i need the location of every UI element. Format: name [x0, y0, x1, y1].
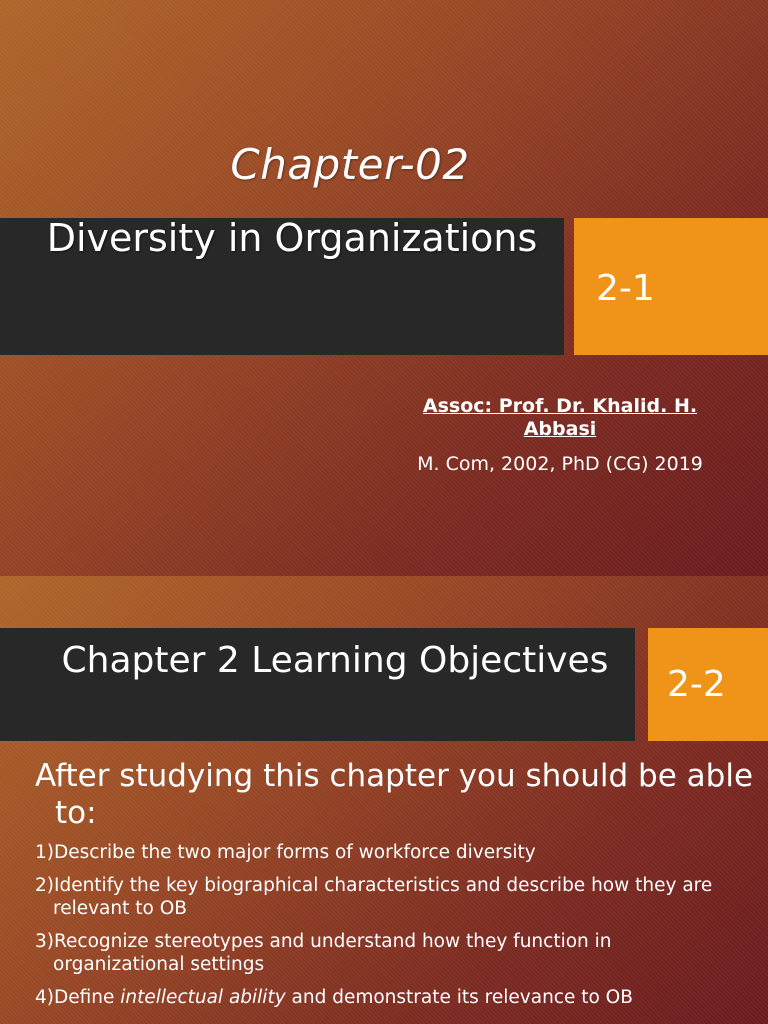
objective-item — [35, 874, 735, 920]
author-name: Assoc: Prof. Dr. Khalid. H. Abbasi — [422, 395, 698, 440]
objectives-intro: After studying this chapter you should be able to: — [35, 758, 754, 831]
slide-2 — [0, 576, 768, 1024]
objective-number: 1) — [35, 842, 54, 863]
slide-number: 2-1 — [596, 268, 655, 309]
slide-title: Diversity in Organizations — [46, 216, 538, 260]
slide-number: 2-2 — [667, 664, 726, 705]
objective-text: Describe the two major forms of workforce diversity — [54, 842, 536, 863]
objective-text: Recognize stereotypes and understand how they function in organizational settings — [53, 931, 612, 975]
objective-item — [35, 986, 735, 1009]
objective-text: Identify the key biographical characteristics and describe how they are relevant to OB — [53, 875, 713, 919]
author-credentials: M. Com, 2002, PhD (CG) 2019 — [417, 453, 703, 475]
chapter-label: Chapter-02 — [230, 140, 470, 189]
objective-text-end: and demonstrate its relevance to OB — [285, 987, 633, 1008]
objective-item — [35, 841, 735, 864]
objective-number: 4) — [35, 987, 54, 1008]
slide-title: Chapter 2 Learning Objectives — [61, 640, 609, 681]
objectives-list — [35, 841, 735, 1019]
objective-number: 3) — [35, 931, 54, 952]
objective-number: 2) — [35, 875, 54, 896]
objective-text: Define — [54, 987, 121, 1008]
objective-emphasis: intellectual ability — [120, 987, 286, 1008]
objective-item — [35, 930, 735, 976]
